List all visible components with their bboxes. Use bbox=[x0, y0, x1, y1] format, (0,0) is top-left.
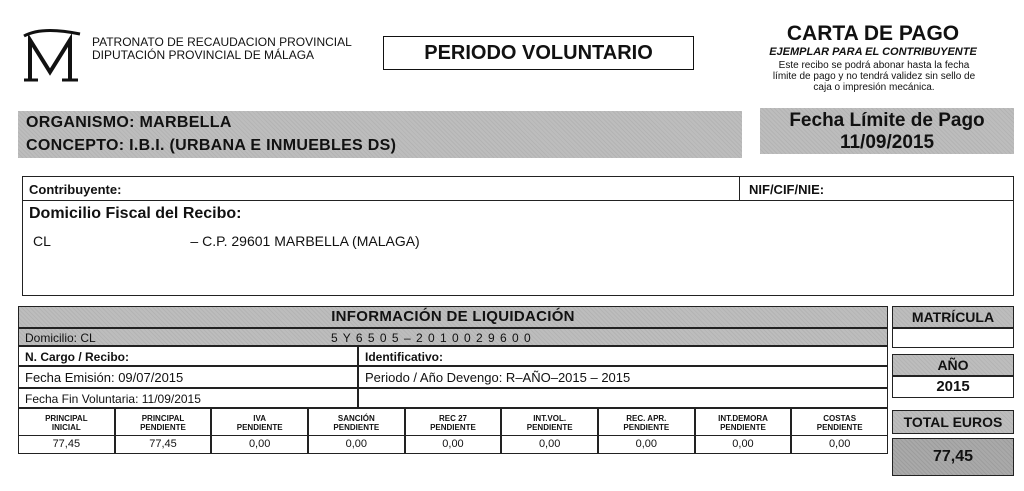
liquidacion-title: INFORMACIÓN DE LIQUIDACIÓN bbox=[18, 306, 888, 328]
cargo-recibo-cell bbox=[18, 346, 358, 366]
fecha-limite-value: 11/09/2015 bbox=[839, 132, 935, 153]
liquidacion-reference: 5 Y 6 5 0 5 – 2 0 1 0 0 2 9 6 0 0 bbox=[331, 331, 532, 345]
periodo-devengo-label: Periodo / Año Devengo: R–AÑO–2015 – 2015 bbox=[365, 370, 631, 385]
amount-header-8 bbox=[791, 408, 888, 436]
amount-header-5 bbox=[501, 408, 598, 436]
amount-header-line-1: IVA bbox=[253, 414, 267, 423]
fecha-limite-label: Fecha Límite de Pago bbox=[789, 110, 985, 131]
contribuyente-label: Contribuyente: bbox=[29, 182, 122, 197]
amount-header-7 bbox=[695, 408, 792, 436]
domicilio-fiscal-address: CL – C.P. 29601 MARBELLA (MALAGA) bbox=[33, 233, 420, 249]
periodo-devengo-cell bbox=[358, 366, 888, 388]
amount-value-8: 0,00 bbox=[791, 436, 888, 454]
cargo-recibo-label: N. Cargo / Recibo: bbox=[25, 350, 130, 364]
ano-label: AÑO bbox=[892, 354, 1014, 376]
organismo-band bbox=[18, 111, 742, 158]
matricula-value bbox=[892, 328, 1014, 348]
amount-header-line-1: PRINCIPAL bbox=[45, 414, 88, 423]
nif-divider bbox=[739, 177, 740, 201]
liquidacion-domicilio-row bbox=[18, 328, 888, 346]
amount-header-6 bbox=[598, 408, 695, 436]
identificativo-cell bbox=[358, 346, 888, 366]
amount-value-4: 0,00 bbox=[405, 436, 502, 454]
amount-header-line-2: PENDIENTE bbox=[526, 423, 573, 432]
carta-note bbox=[740, 60, 1008, 93]
nif-label: NIF/CIF/NIE: bbox=[749, 182, 825, 197]
amount-header-line-1: REC. APR. bbox=[626, 414, 667, 423]
carta-note-line-2: límite de pago y no tendrá validez sin sello de bbox=[772, 71, 976, 82]
issuer-name bbox=[92, 36, 352, 62]
fecha-emision-label: Fecha Emisión: 09/07/2015 bbox=[25, 370, 184, 385]
amount-header-line-2: PENDIENTE bbox=[236, 423, 283, 432]
amount-value-7: 0,00 bbox=[695, 436, 792, 454]
right-summary-column bbox=[892, 306, 1014, 482]
amount-header-line-2: PENDIENTE bbox=[140, 423, 186, 432]
contribuyente-box bbox=[22, 176, 1014, 296]
amount-value-6: 0,00 bbox=[598, 436, 695, 454]
amount-header-line-2: PENDIENTE bbox=[816, 423, 863, 432]
amount-value-3: 0,00 bbox=[308, 436, 405, 454]
period-box: PERIODO VOLUNTARIO bbox=[383, 36, 694, 70]
total-euros-value: 77,45 bbox=[892, 438, 1014, 476]
domicilio-fiscal-title: Domicilio Fiscal del Recibo: bbox=[29, 205, 242, 222]
issuer-line-1: PATRONATO DE RECAUDACION PROVINCIAL bbox=[92, 35, 352, 49]
amount-header-line-2: PENDIENTE bbox=[623, 423, 670, 432]
empty-cell bbox=[358, 388, 888, 408]
matricula-label: MATRÍCULA bbox=[892, 306, 1014, 328]
amount-header-line-2: PENDIENTE bbox=[430, 423, 476, 432]
amount-header-line-1: SANCIÓN bbox=[337, 414, 375, 423]
liquidacion-domicilio-label: Domicilio: CL bbox=[25, 331, 96, 345]
amount-header-line-2: INICIAL bbox=[51, 423, 81, 432]
patronato-logo-icon bbox=[22, 28, 82, 86]
ano-value: 2015 bbox=[892, 376, 1014, 398]
fecha-limite-band bbox=[760, 108, 1014, 154]
amount-header-line-2: PENDIENTE bbox=[720, 423, 766, 432]
amount-value-2: 0,00 bbox=[211, 436, 308, 454]
amount-value-5: 0,00 bbox=[501, 436, 598, 454]
amount-header-line-2: PENDIENTE bbox=[333, 423, 380, 432]
contribuyente-row bbox=[23, 177, 1013, 201]
issuer-line-2: DIPUTACIÓN PROVINCIAL DE MÁLAGA bbox=[92, 48, 315, 62]
amount-header-line-1: REC 27 bbox=[438, 414, 467, 423]
amount-header-4 bbox=[405, 408, 502, 436]
amount-header-2 bbox=[211, 408, 308, 436]
carta-subtitle: EJEMPLAR PARA EL CONTRIBUYENTE bbox=[769, 46, 977, 58]
fecha-emision-cell bbox=[18, 366, 358, 388]
amount-header-line-1: INT.VOL. bbox=[533, 414, 567, 423]
amount-value-0: 77,45 bbox=[18, 436, 115, 454]
amount-header-0 bbox=[18, 408, 115, 436]
carta-note-line-1: Este recibo se podrá abonar hasta la fecha bbox=[778, 60, 970, 71]
organismo-line: ORGANISMO: MARBELLA bbox=[26, 114, 232, 131]
carta-title: CARTA DE PAGO bbox=[786, 22, 960, 45]
fecha-fin-voluntaria-label: Fecha Fin Voluntaria: 11/09/2015 bbox=[25, 392, 201, 406]
amount-header-line-1: COSTAS bbox=[823, 414, 857, 423]
amount-header-3 bbox=[308, 408, 405, 436]
concepto-line: CONCEPTO: I.B.I. (URBANA E INMUEBLES DS) bbox=[26, 137, 397, 154]
amount-header-line-1: INT.DEMORA bbox=[718, 414, 768, 423]
liquidacion-table bbox=[18, 306, 888, 482]
amount-header-1 bbox=[115, 408, 212, 436]
fecha-fin-voluntaria-cell bbox=[18, 388, 358, 408]
identificativo-label: Identificativo: bbox=[365, 350, 444, 364]
total-euros-label: TOTAL EUROS bbox=[892, 410, 1014, 434]
amount-value-1: 77,45 bbox=[115, 436, 212, 454]
carta-note-line-3: caja o impresión mecánica. bbox=[813, 82, 935, 93]
amount-header-line-1: PRINCIPAL bbox=[141, 414, 185, 423]
